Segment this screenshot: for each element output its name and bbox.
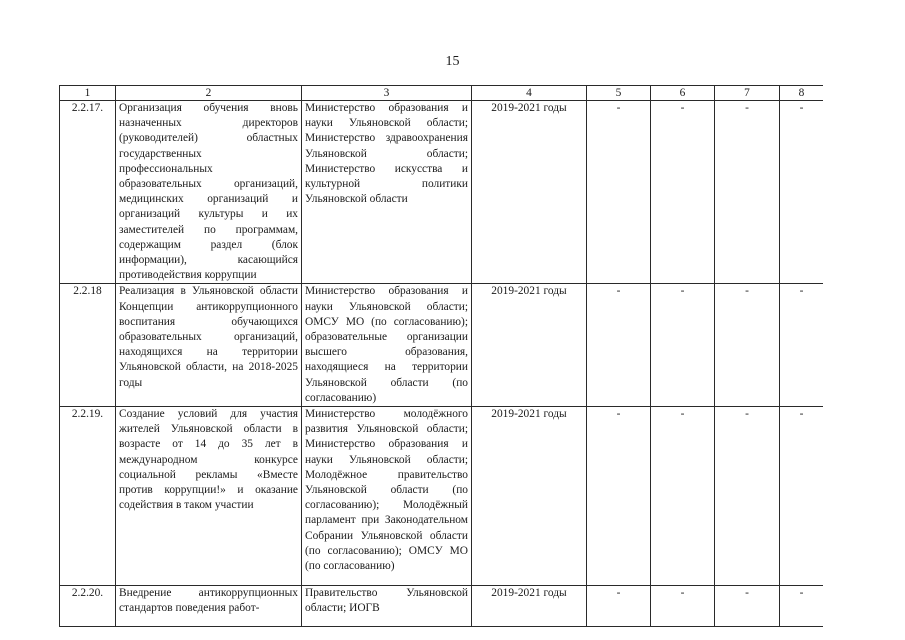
measure-text: Внедрение антикоррупционных стандартов поведения работ- [116,586,302,627]
col8-value: - [780,101,824,284]
col8-value: - [780,407,824,586]
col-header-5: 5 [587,86,651,101]
measure-text: Организация обучения вновь назначенных директоров (руководителей) областных государственных профессиональных образовательных организаций, медицинских организаций и организаций культуры и их заместителей по программам, содержащим раздел (блок информации), касающийся противодействия коррупции [116,101,302,284]
col6-value: - [651,407,715,586]
row-number: 2.2.17. [60,101,116,284]
table-row [60,586,824,627]
period-text: 2019-2021 годы [472,101,587,284]
col-header-4: 4 [472,86,587,101]
col7-value: - [715,101,780,284]
period-text: 2019-2021 годы [472,586,587,627]
executors-text: Правительство Ульяновской области; ИОГВ [302,586,472,627]
col5-value: - [587,101,651,284]
col7-value: - [715,407,780,586]
table-row [60,101,824,284]
col-header-7: 7 [715,86,780,101]
col-header-1: 1 [60,86,116,101]
executors-text: Министерство молодёжного развития Ульяновской области; Министерство образования и науки Ульяновской области; Молодёжное правительство Ульяновской области (по согласованию); Молодёжный парламент при Законодательном Собрании Ульяновской области (по согласованию); ОМСУ МО (по согласованию) [302,407,472,586]
page-number: 15 [445,54,460,69]
col7-value: - [715,284,780,407]
row-number: 2.2.19. [60,407,116,586]
col5-value: - [587,407,651,586]
col8-value: - [780,586,824,627]
measures-table-container [59,85,823,640]
col8-value: - [780,284,824,407]
col5-value: - [587,284,651,407]
col7-value: - [715,586,780,627]
measure-text: Создание условий для участия жителей Ульяновской области в возрасте от 14 до 35 лет в международном конкурсе социальной рекламы «Вместе против коррупции!» и оказание содействия в таком участии [116,407,302,586]
table-row [60,284,824,407]
col5-value: - [587,586,651,627]
col6-value: - [651,284,715,407]
col6-value: - [651,101,715,284]
header-row [60,86,824,101]
row-number: 2.2.18 [60,284,116,407]
col6-value: - [651,586,715,627]
col-header-2: 2 [116,86,302,101]
measures-table [59,85,823,627]
row-number: 2.2.20. [60,586,116,627]
executors-text: Министерство образования и науки Ульяновской области; Министерство здравоохранения Ульяновской области; Министерство искусства и культурной политики Ульяновской области [302,101,472,284]
period-text: 2019-2021 годы [472,407,587,586]
col-header-6: 6 [651,86,715,101]
executors-text: Министерство образования и науки Ульяновской области; ОМСУ МО (по согласованию); образовательные организации высшего образования, находящиеся на территории Ульяновской области (по согласованию) [302,284,472,407]
col-header-8: 8 [780,86,824,101]
table-row [60,407,824,586]
col-header-3: 3 [302,86,472,101]
measure-text: Реализация в Ульяновской области Концепции антикоррупционного воспитания обучающихся образовательных организаций, находящихся на территории Ульяновской области, на 2018-2025 годы [116,284,302,407]
period-text: 2019-2021 годы [472,284,587,407]
